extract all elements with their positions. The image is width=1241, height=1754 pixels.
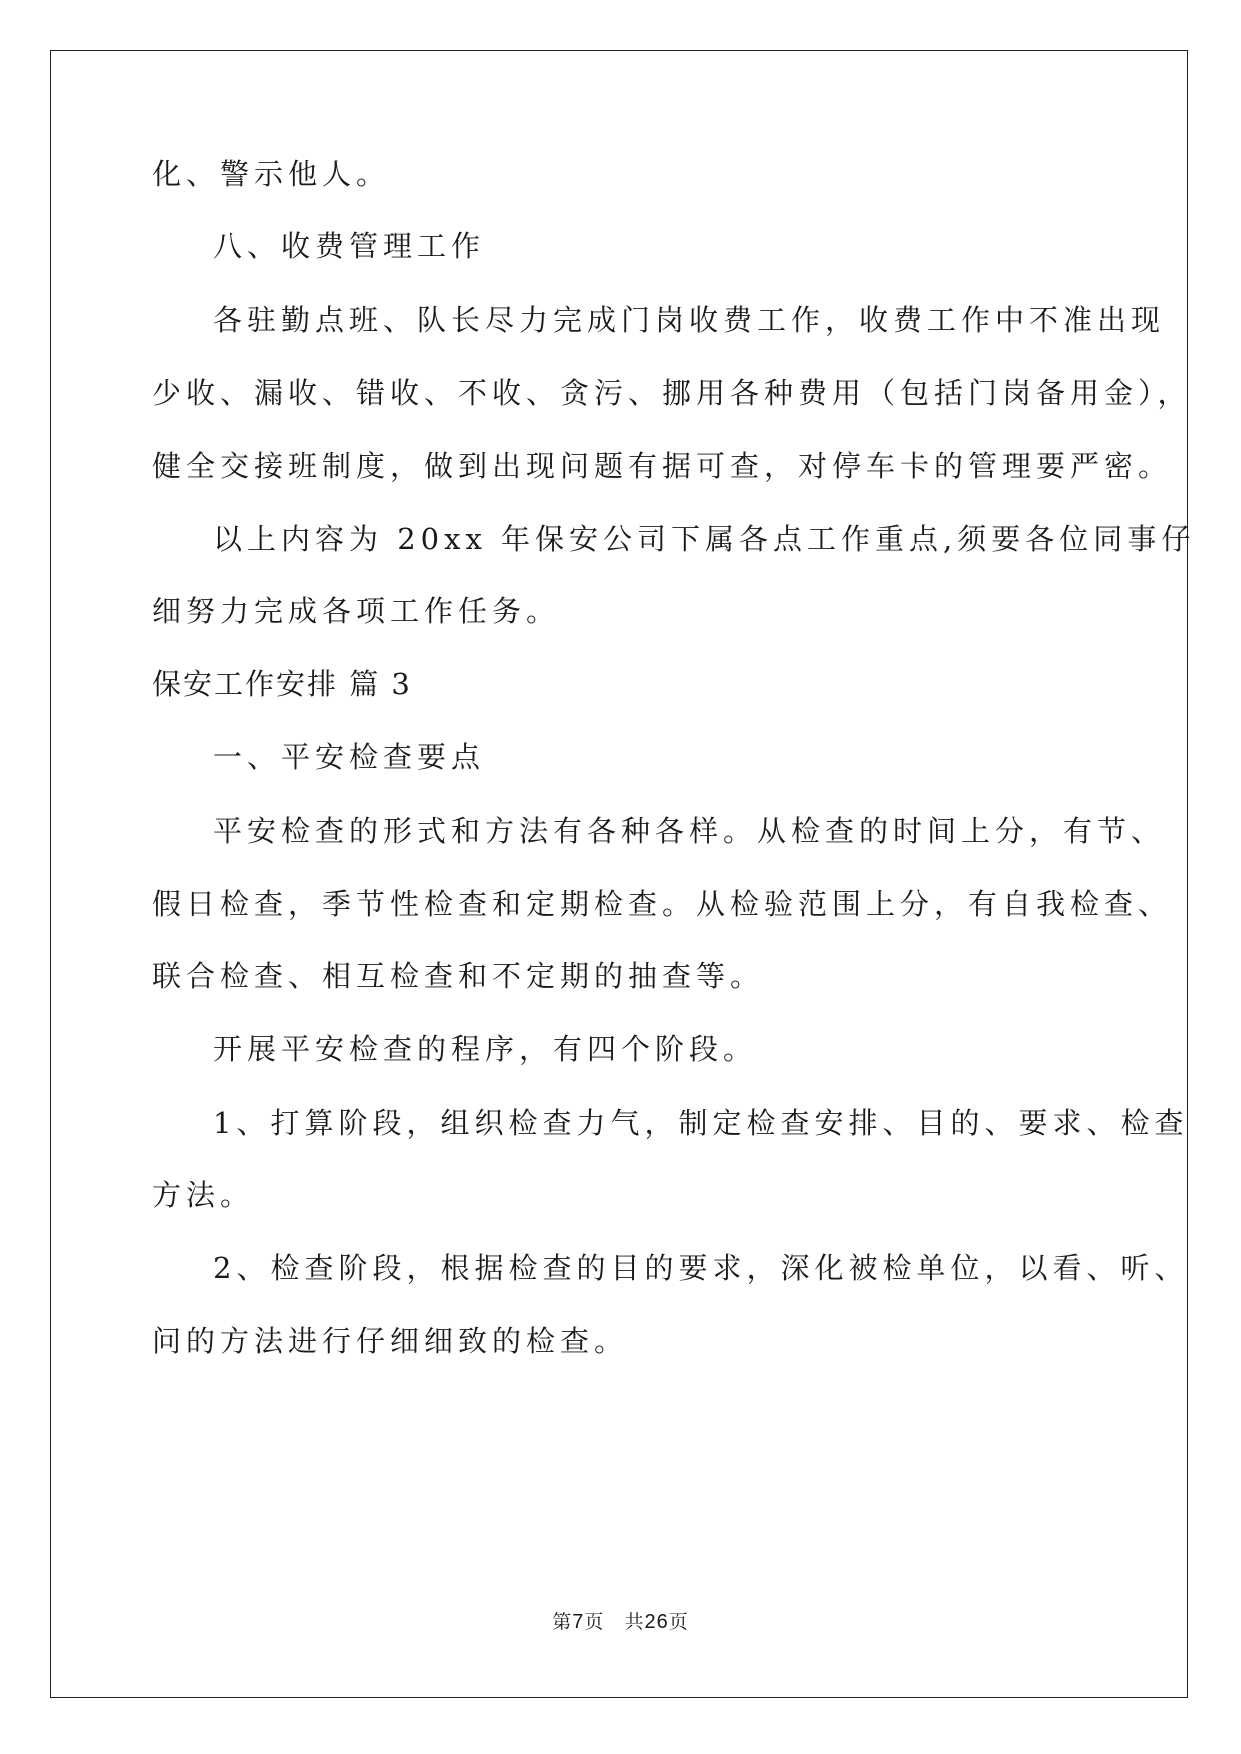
footer-page-label: 页 — [584, 1611, 605, 1633]
body-text-line: 2、检查阶段，根据检查的目的要求，深化被检单位，以看、听、 — [213, 1251, 1189, 1285]
total-pages-number: 26 — [644, 1611, 669, 1633]
body-text-line: 平安检查的形式和方法有各种各样。从检查的时间上分，有节、 — [213, 814, 1166, 848]
current-page-number: 7 — [572, 1611, 585, 1633]
section-heading: 八、收费管理工作 — [213, 229, 486, 263]
body-text-line: 问的方法进行仔细细致的检查。 — [152, 1324, 629, 1358]
footer-prefix: 第 — [552, 1611, 573, 1633]
body-text-line: 方法。 — [152, 1178, 255, 1212]
page-footer — [0, 1610, 1241, 1634]
body-text-line: 1、打算阶段，组织检查力气，制定检查安排、目的、要求、检查 — [213, 1106, 1189, 1140]
article-title: 保安工作安排 篇 3 — [152, 667, 412, 701]
body-text-line: 健全交接班制度，做到出现问题有据可查，对停车卡的管理要严密。 — [152, 449, 1173, 483]
body-text-line: 假日检查，季节性检查和定期检查。从检验范围上分，有自我检查、 — [152, 887, 1173, 921]
body-text-line: 细努力完成各项工作任务。 — [152, 594, 561, 628]
footer-total-label: 页 — [668, 1611, 689, 1633]
section-heading: 一、平安检查要点 — [213, 740, 486, 774]
body-text-line: 少收、漏收、错收、不收、贪污、挪用各种费用（包括门岗备用金）， — [152, 376, 1192, 410]
page-border — [50, 50, 1188, 1698]
body-text-line: 以上内容为 20xx 年保安公司下属各点工作重点,须要各位同事仔 — [213, 522, 1196, 556]
footer-total-prefix: 共 — [624, 1611, 645, 1633]
body-text-line: 化、警示他人。 — [152, 157, 391, 191]
body-text-line: 开展平安检查的程序，有四个阶段。 — [213, 1032, 758, 1066]
body-text-line: 各驻勤点班、队长尽力完成门岗收费工作，收费工作中不准出现 — [213, 303, 1166, 337]
body-text-line: 联合检查、相互检查和不定期的抽查等。 — [152, 959, 765, 993]
